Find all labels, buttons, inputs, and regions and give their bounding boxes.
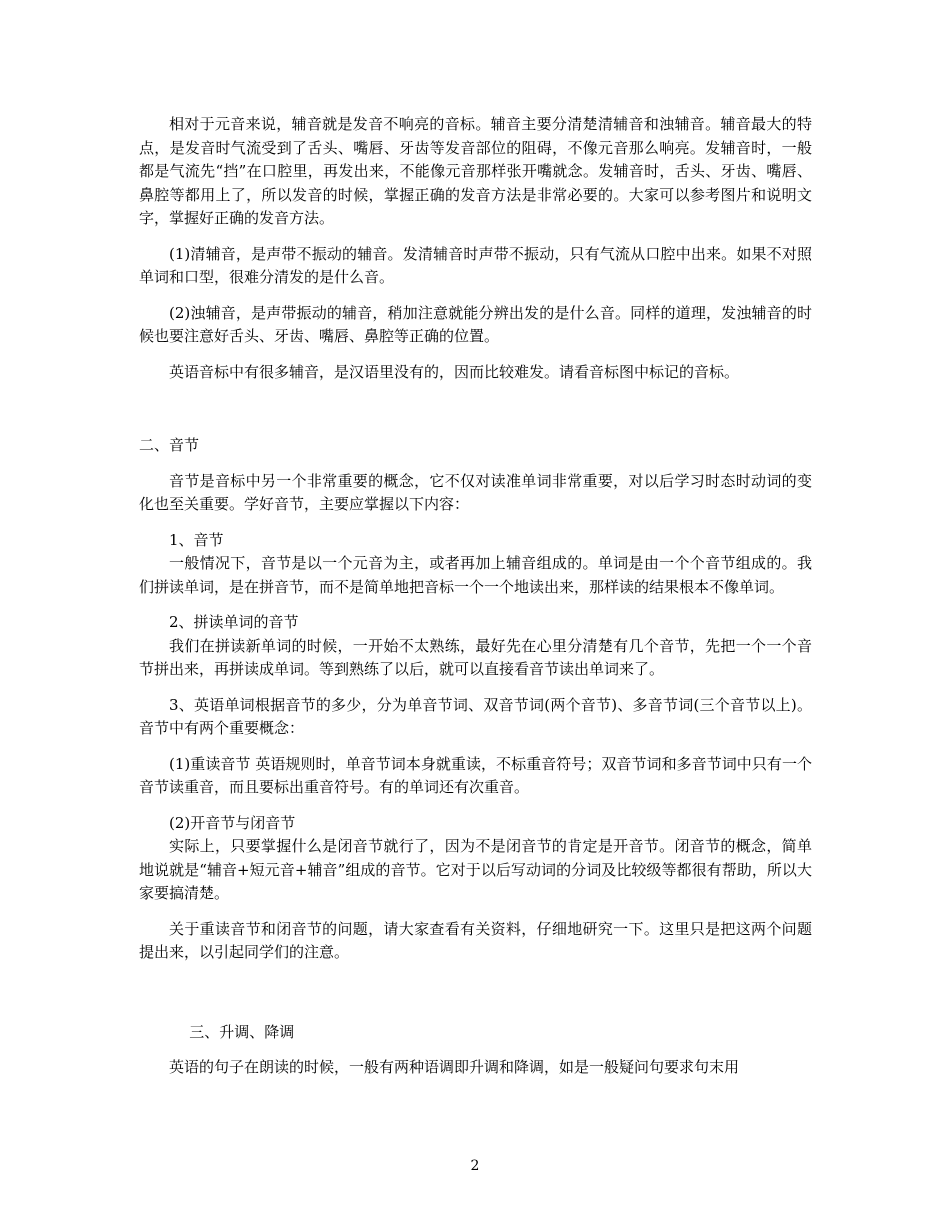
document-page [139,113,812,1080]
paragraph-voiceless-consonant: (1)清辅音，是声带不振动的辅音。发清辅音时声带不振动，只有气流从口腔中出来。如果不对照单词和口型，很难分清发的是什么音。 [139,244,812,286]
item-spelling-text: 我们在拼读新单词的时候，一开始不太熟练，最好先在心里分清楚有几个音节，先把一个一个音节拼出来，再拼读成单词。等到熟练了以后，就可以直接看音节读出单词来了。 [139,636,812,678]
section-heading-syllable: 二、音节 [139,436,200,454]
paragraph-syllable-closing: 关于重读音节和闭音节的问题，请大家查看有关资料，仔细地研究一下。这里只是把这两个问题提出来，以引起同学们的注意。 [139,919,812,961]
item-open-closed-text: 实际上，只要掌握什么是闭音节就行了，因为不是闭音节的肯定是开音节。闭音节的概念，简单地说就是“辅音+短元音+辅音”组成的音节。它对于以后写动词的分词及比较级等都很有帮助，所以大家要搞清楚。 [139,837,812,902]
item-syllable-count-text: 3、英语单词根据音节的多少，分为单音节词、双音节词(两个音节)、多音节词(三个音节以上)。音节中有两个重要概念： [139,695,812,737]
page-number: 2 [470,1158,480,1174]
item-open-closed-title: (2)开音节与闭音节 [169,813,296,832]
paragraph-syllable-intro: 音节是音标中另一个非常重要的概念，它不仅对读准单词非常重要，对以后学习时态时动词的变化也至关重要。学好音节，主要应掌握以下内容： [139,471,812,513]
paragraph-consonant-note: 英语音标中有很多辅音，是汉语里没有的，因而比较难发。请看音标图中标记的音标。 [169,362,740,381]
paragraph-voiced-consonant: (2)浊辅音，是声带振动的辅音，稍加注意就能分辨出发的是什么音。同样的道理，发浊辅音的时候也要注意好舌头、牙齿、嘴唇、鼻腔等正确的位置。 [139,303,812,345]
paragraph-consonant-intro: 相对于元音来说，辅音就是发音不响亮的音标。辅音主要分清楚清辅音和浊辅音。辅音最大的特点，是发音时气流受到了舌头、嘴唇、牙齿等发音部位的阻碍，不像元音那么响亮。发辅音时，一般都是气流先“挡”在口腔里，再发出来，不能像元音那样张开嘴就念。发辅音时，舌头、牙齿、嘴唇、鼻腔等都用上了，所以发音的时候，掌握正确的发音方法是非常必要的。大家可以参考图片和说明文字，掌握好正确的发音方法。 [139,115,812,227]
paragraph-intonation-intro: 英语的句子在朗读的时候，一般有两种语调即升调和降调，如是一般疑问句要求句末用 [169,1058,740,1076]
item-syllable-text: 一般情况下，音节是以一个元音为主，或者再加上辅音组成的。单词是由一个个音节组成的。我们拼读单词，是在拼音节，而不是简单地把音标一个一个地读出来，那样读的结果根本不像单词。 [139,554,812,596]
item-syllable-title: 1、音节 [169,530,224,549]
section-heading-intonation: 三、升调、降调 [189,1022,295,1041]
item-spelling-title: 2、拼读单词的音节 [169,613,299,631]
item-stressed-syllable-text: (1)重读音节 英语规则时，单音节词本身就重读，不标重音符号；双音节词和多音节词中只有一个音节读重音，而且要标出重音符号。有的单词还有次重音。 [139,754,812,796]
